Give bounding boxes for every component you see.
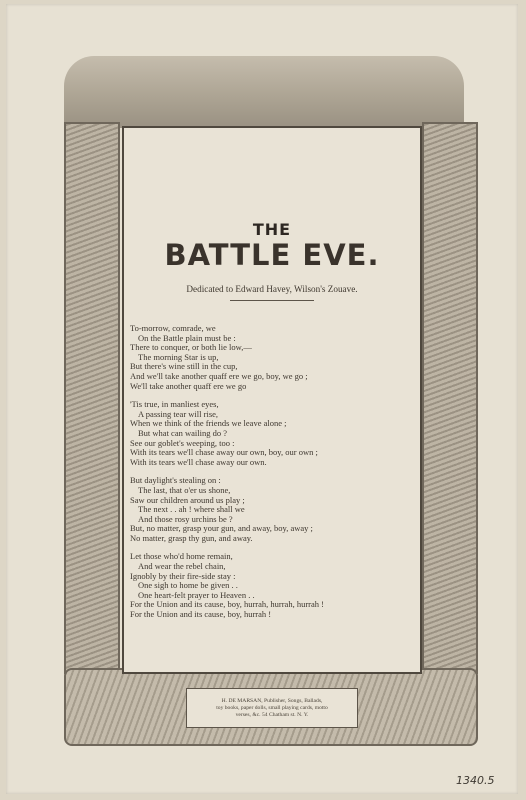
imprint-line: toy books, paper dolls, small playing cards, motto — [216, 705, 328, 711]
verse-line: Saw our children around us play ; — [130, 494, 245, 505]
verse-line: When we think of the friends we leave alone ; — [130, 418, 287, 429]
shelfmark-note: 1340.5 — [456, 774, 495, 787]
verse-line: With its tears we'll chase away our own. — [130, 456, 267, 467]
verse-line: For the Union and its cause, boy, hurrah, hurrah, hurrah ! — [130, 599, 324, 610]
verse-line: Let those who'd home remain, — [130, 551, 233, 562]
verse-line: The last, that o'er us shone, — [138, 484, 231, 495]
right-border-illustration — [422, 122, 478, 674]
verse-line: A passing tear will rise, — [138, 408, 219, 419]
stanza-4 — [130, 552, 416, 619]
verse-line: On the Battle plain must be : — [138, 332, 236, 343]
dedication: Dedicated to Edward Havey, Wilson's Zouave. — [186, 284, 358, 294]
left-border-illustration — [64, 122, 120, 674]
verse-line: We'll take another quaff ere we go — [130, 380, 247, 391]
title-the: THE — [252, 220, 292, 239]
verse-line: And those rosy urchins be ? — [138, 513, 233, 524]
verse-line: There to conquer, or both lie low,— — [130, 342, 252, 353]
broadside-sheet — [6, 4, 518, 794]
verse-line: But what can wailing do ? — [138, 427, 227, 438]
verse-line: No matter, grasp thy gun, and away. — [130, 532, 253, 543]
stanza-3 — [130, 476, 416, 543]
publisher-imprint — [186, 688, 358, 728]
verse-line: One heart-felt prayer to Heaven . . — [138, 589, 255, 600]
verse-line: But, no matter, grasp your gun, and away, boy, away ; — [130, 523, 313, 534]
verse-line: But there's wine still in the cup, — [130, 361, 238, 372]
verse-line: With its tears we'll chase away our own, boy, our own ; — [130, 447, 318, 458]
song-panel — [122, 126, 422, 674]
verse-line: But daylight's stealing on : — [130, 475, 221, 486]
verse-line: 'Tis true, in manliest eyes, — [130, 399, 219, 410]
verse-line: See our goblet's weeping, too : — [130, 437, 235, 448]
verse-line: Ignobly by their fire-side stay : — [130, 570, 236, 581]
verse-line: And wear the rebel chain, — [138, 561, 226, 572]
title-rule — [230, 300, 314, 301]
verse-line: To-morrow, comrade, we — [130, 323, 216, 333]
top-ornament-vignette — [64, 56, 464, 128]
verse-line: The next . . ah ! where shall we — [138, 504, 245, 515]
verse-line: One sigh to home be given . . — [138, 580, 238, 591]
imprint-line: H. DE MARSAN, Publisher, Songs, Ballads, — [221, 698, 323, 704]
verse-line: For the Union and its cause, boy, hurrah ! — [130, 609, 272, 620]
stanza-1 — [130, 324, 416, 391]
verse-line: The morning Star is up, — [138, 351, 219, 362]
song-verses — [130, 324, 416, 629]
imprint-line: verses, &c. 54 Chatham st. N. Y. — [235, 712, 309, 718]
verse-line: And we'll take another quaff ere we go, boy, we go ; — [130, 370, 308, 381]
song-title: BATTLE EVE. — [164, 238, 380, 272]
stanza-2 — [130, 400, 416, 467]
